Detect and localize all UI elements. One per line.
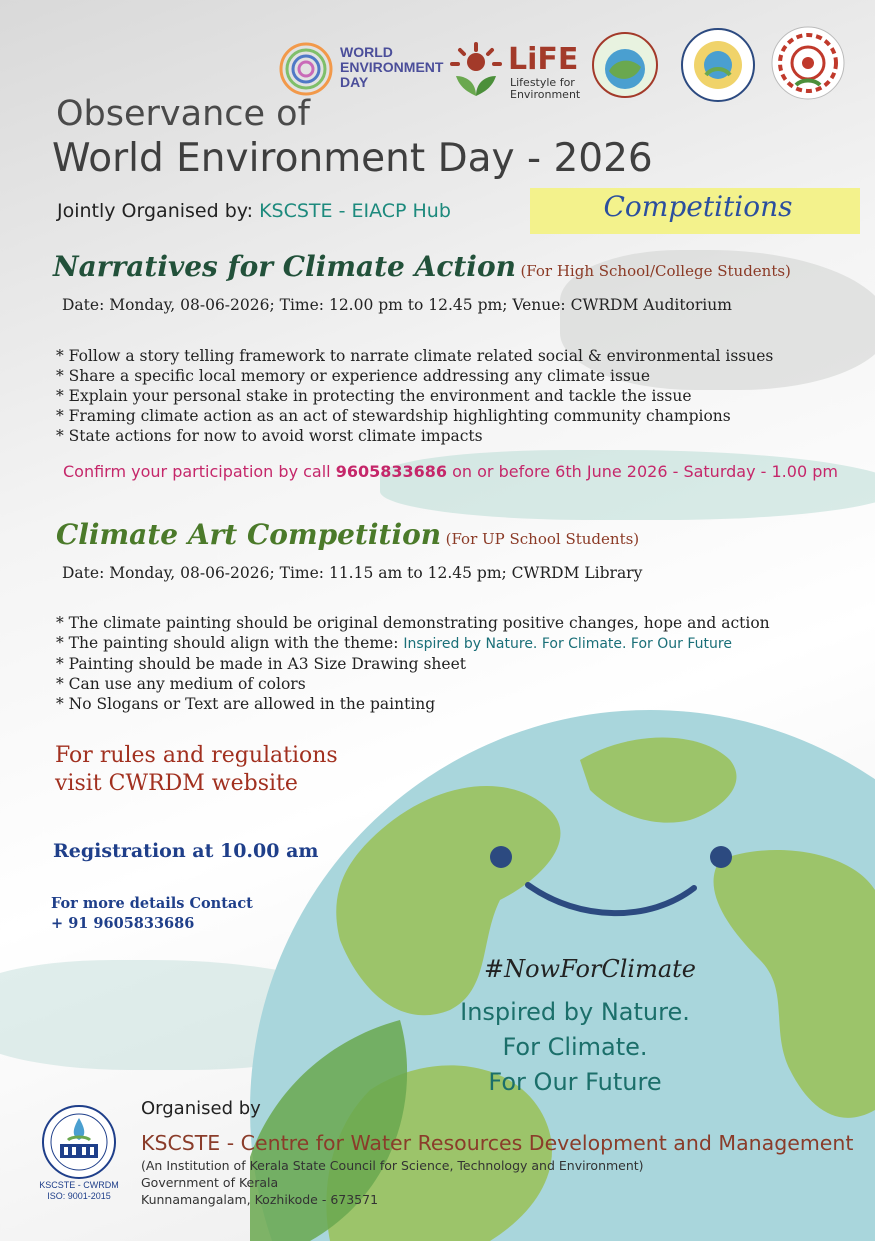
life-logo-subtitle — [510, 77, 580, 101]
art-subtitle: (For UP School Students) — [445, 530, 640, 548]
world-environment-day-logo-text — [340, 45, 443, 90]
art-title: Climate Art Competition — [56, 518, 442, 551]
organiser-line: Kunnamangalam, Kozhikode - 673571 — [141, 1192, 379, 1207]
registration-time: Registration at 10.00 am — [53, 840, 319, 862]
organiser-details — [141, 1157, 644, 1208]
theme-tagline — [440, 995, 710, 1100]
jointly-label: Jointly Organised by: — [57, 200, 254, 222]
organiser-line: (An Institution of Kerala State Council for Science, Technology and Environment) — [141, 1158, 644, 1173]
page-title-line1: Observance of — [56, 94, 310, 134]
contact-label: For more details Contact — [51, 895, 253, 912]
mission-emblem-icon — [591, 31, 659, 99]
contact-details — [51, 894, 253, 934]
theme-text: Inspired by Nature. For Climate. For Our Future — [403, 636, 732, 652]
list-item: * The climate painting should be original demonstrating positive changes, hope and action — [56, 614, 770, 632]
wed-line: ENVIRONMENT — [340, 59, 444, 75]
list-item: * Explain your personal stake in protecting the environment and tackle the issue — [56, 387, 692, 405]
jointly-org: KSCSTE - EIACP Hub — [259, 200, 451, 222]
globe-eye-right — [710, 846, 732, 868]
life-sub-line: Lifestyle for — [510, 76, 575, 89]
rules-note — [55, 742, 338, 798]
organiser-line: Government of Kerala — [141, 1175, 279, 1190]
ks-label-line: KSCSTE - CWRDM — [39, 1180, 119, 1190]
tagline-line: Inspired by Nature. — [460, 998, 690, 1026]
rules-line: visit CWRDM website — [55, 771, 298, 796]
brush-stroke-mid — [380, 450, 875, 520]
ks-label-line: ISO: 9001-2015 — [47, 1191, 111, 1201]
organiser-name: KSCSTE - Centre for Water Resources Development and Management — [141, 1131, 854, 1155]
confirm-pre: Confirm your participation by call — [63, 462, 331, 481]
list-item: * No Slogans or Text are allowed in the painting — [56, 695, 436, 713]
narratives-date: Date: Monday, 08-06-2026; Time: 12.00 pm to 12.45 pm; Venue: CWRDM Auditorium — [62, 296, 732, 314]
page-title-line2: World Environment Day - 2026 — [52, 136, 653, 181]
wed-line: DAY — [340, 74, 369, 90]
eiacp-emblem-icon — [680, 27, 756, 103]
competitions-heading: Competitions — [603, 190, 793, 223]
art-date: Date: Monday, 08-06-2026; Time: 11.15 am to 12.45 pm; CWRDM Library — [62, 564, 643, 582]
wed-line: WORLD — [340, 44, 393, 60]
kerala-government-emblem-icon — [770, 25, 846, 101]
art-bullets — [56, 613, 770, 714]
bullet-text: * The painting should align with the theme: — [56, 634, 399, 652]
narratives-subtitle: (For High School/College Students) — [520, 262, 791, 280]
contact-phone[interactable]: + 91 9605833686 — [51, 915, 195, 932]
confirm-post: on or before 6th June 2026 - Saturday - 1.00 pm — [452, 462, 838, 481]
life-logo-icon — [448, 42, 504, 98]
life-logo-title: LiFE — [508, 42, 579, 77]
world-environment-day-logo-icon — [278, 42, 334, 96]
list-item: * Painting should be made in A3 Size Drawing sheet — [56, 655, 466, 673]
confirm-phone[interactable]: 9605833686 — [335, 462, 448, 481]
tagline-line: For Climate. — [502, 1033, 648, 1061]
narratives-bullets — [56, 346, 773, 446]
rules-line: For rules and regulations — [55, 743, 338, 768]
globe-eye-left — [490, 846, 512, 868]
confirm-participation — [63, 462, 838, 481]
narratives-heading — [53, 250, 791, 283]
list-item: * State actions for now to avoid worst climate impacts — [56, 427, 483, 445]
organised-by-label: Organised by — [141, 1098, 261, 1119]
kscste-cwrdm-logo-icon — [38, 1104, 120, 1180]
jointly-organised — [57, 200, 451, 222]
list-item: * Share a specific local memory or experience addressing any climate issue — [56, 367, 651, 385]
narratives-title: Narratives for Climate Action — [53, 250, 516, 283]
life-sub-line: Environment — [510, 88, 581, 101]
art-heading — [56, 518, 639, 551]
list-item: * Follow a story telling framework to narrate climate related social & environmental issues — [56, 347, 774, 365]
list-item: * Framing climate action as an act of stewardship highlighting community champions — [56, 407, 731, 425]
tagline-line: For Our Future — [488, 1068, 662, 1096]
kscste-cwrdm-label — [30, 1180, 128, 1202]
hashtag: #NowForClimate — [484, 955, 696, 983]
list-item — [56, 633, 770, 654]
list-item: * Can use any medium of colors — [56, 675, 306, 693]
